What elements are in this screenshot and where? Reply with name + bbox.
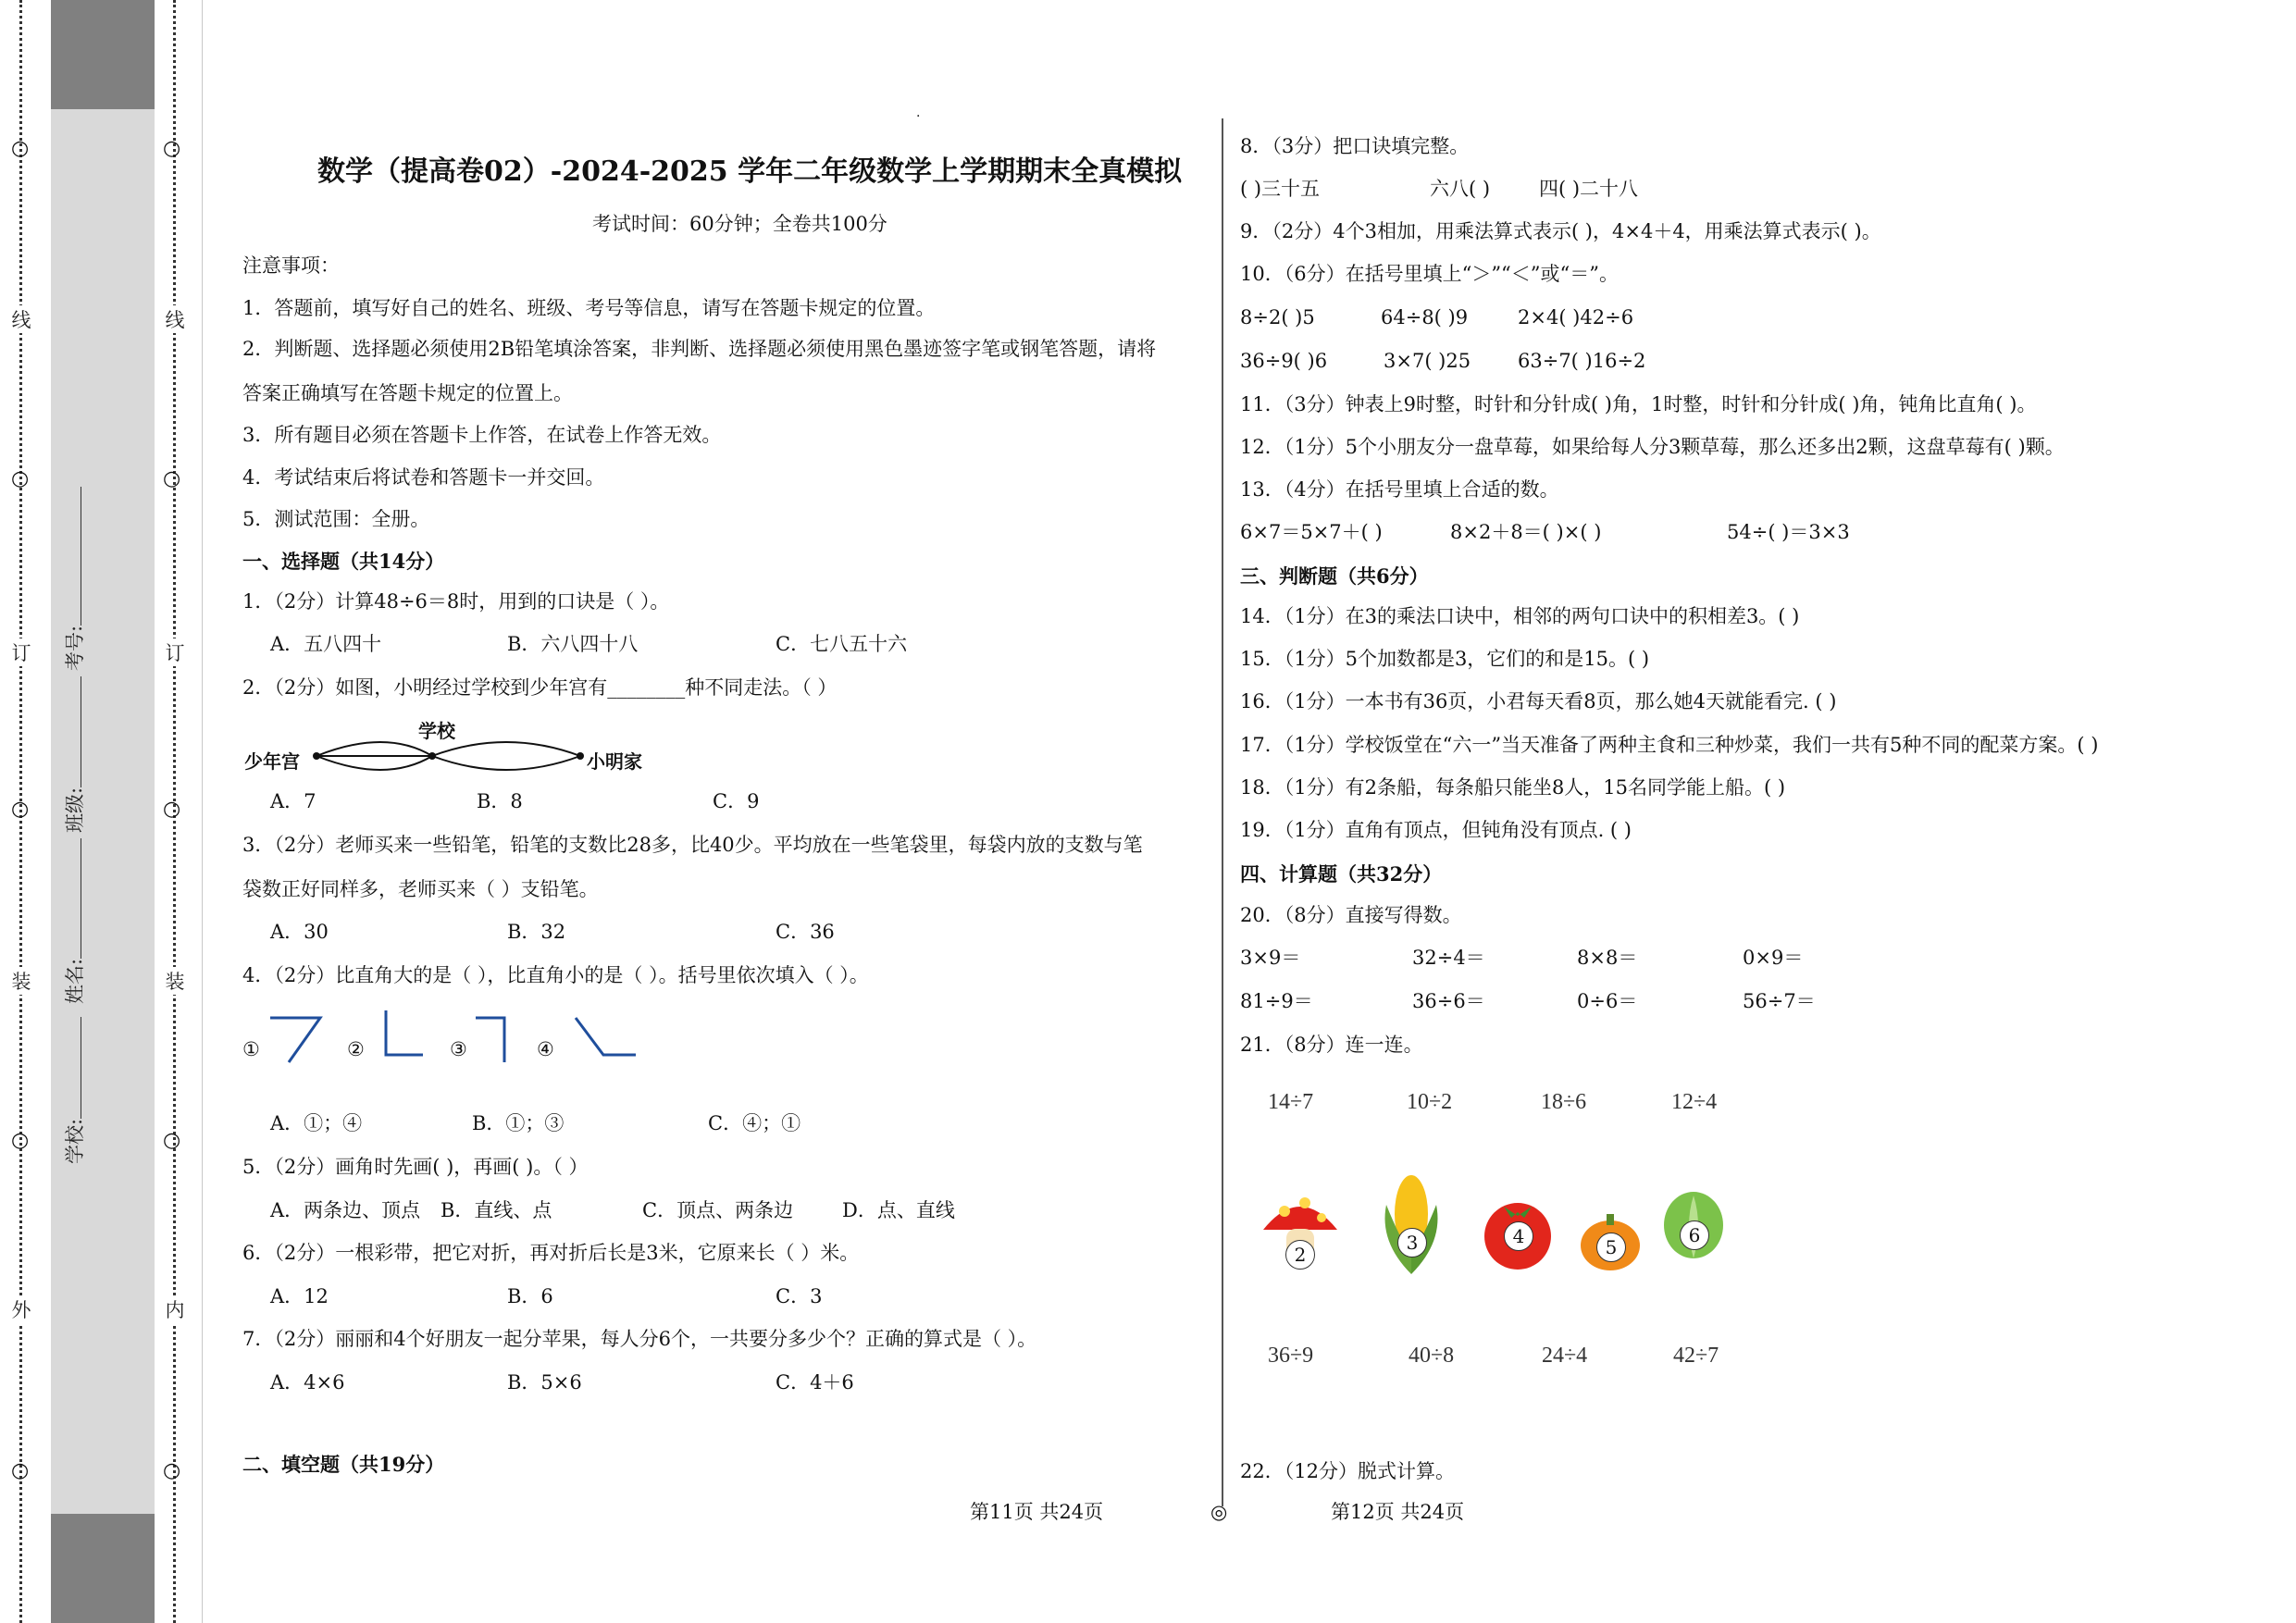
q15-text: 15．（1分）5个加数都是3，它们的和是15。( ) bbox=[1240, 648, 1650, 670]
outer-char-xian: 线 bbox=[7, 305, 35, 333]
q10-text: 10．（6分）在括号里填上“＞”“＜”或“＝”。 bbox=[1240, 263, 1619, 285]
q21-top-4: 12÷4 bbox=[1671, 1090, 1718, 1114]
page-left-border bbox=[202, 0, 203, 1623]
q18-text: 18．（1分）有2条船，每条船只能坐8人，15名同学能上船。( ) bbox=[1240, 776, 1786, 799]
q5-option-d: D．点、直线 bbox=[842, 1199, 955, 1221]
q3-option-b: B．32 bbox=[507, 921, 566, 943]
inner-char-nei: 内 bbox=[161, 1295, 189, 1323]
q8-text: 8．（3分）把口诀填完整。 bbox=[1240, 135, 1470, 157]
note-3: 3．所有题目必须在答题卡上作答，在试卷上作答无效。 bbox=[242, 424, 722, 446]
notes-heading: 注意事项： bbox=[242, 254, 340, 277]
footer-left-page: 第11页 共24页 bbox=[970, 1501, 1104, 1523]
q21-pictures bbox=[1259, 1168, 1740, 1279]
exam-subtitle: 考试时间：60分钟；全卷共100分 bbox=[592, 213, 887, 235]
q6-option-b: B．6 bbox=[507, 1285, 553, 1307]
header-mark: · bbox=[916, 109, 921, 124]
inner-circle-1: ○ bbox=[163, 137, 181, 160]
field-class: 班级: bbox=[60, 676, 88, 833]
cabbage-number: 6 bbox=[1680, 1220, 1709, 1250]
inner-char-xian: 线 bbox=[161, 305, 189, 333]
inner-circle-4: ○ bbox=[163, 1129, 181, 1152]
q3-option-a: A．30 bbox=[270, 921, 329, 943]
q14-text: 14．（1分）在3的乘法口诀中，相邻的两句口诀中的积相差3。( ) bbox=[1240, 605, 1800, 627]
q10-r2-2: 3×7( )25 bbox=[1384, 350, 1471, 372]
q1-text: 1．（2分）计算48÷6＝8时，用到的口诀是（ ）。 bbox=[242, 590, 670, 613]
q20-r1-3: 8×8＝ bbox=[1577, 947, 1638, 969]
inner-circle-3: ○ bbox=[163, 798, 181, 821]
q13-r-1: 6×7＝5×7＋( ) bbox=[1240, 521, 1383, 543]
q20-r1-4: 0×9＝ bbox=[1743, 947, 1804, 969]
q4-label-1: ① bbox=[242, 1038, 260, 1060]
q2-option-a: A．7 bbox=[270, 790, 316, 812]
q1-option-a: A．五八四十 bbox=[270, 633, 382, 655]
q22-text: 22．（12分）脱式计算。 bbox=[1240, 1460, 1455, 1482]
q10-r2-1: 36÷9( )6 bbox=[1240, 350, 1328, 372]
q19-text: 19．（1分）直角有顶点，但钝角没有顶点. ( ) bbox=[1240, 819, 1632, 841]
outer-circle-1: ○ bbox=[11, 137, 30, 160]
q21-bottom-4: 42÷7 bbox=[1673, 1344, 1719, 1368]
q21-bottom-3: 24÷4 bbox=[1542, 1344, 1588, 1368]
q20-r2-4: 56÷7＝ bbox=[1743, 990, 1816, 1012]
q10-r1-3: 2×4( )42÷6 bbox=[1518, 306, 1634, 328]
q7-option-b: B．5×6 bbox=[507, 1371, 582, 1394]
q21-bottom-1: 36÷9 bbox=[1268, 1344, 1314, 1368]
q10-r1-1: 8÷2( )5 bbox=[1240, 306, 1315, 328]
q4-option-b: B．①；③ bbox=[472, 1112, 565, 1134]
q21-top-1: 14÷7 bbox=[1268, 1090, 1314, 1114]
section1-heading: 一、选择题（共14分） bbox=[242, 550, 445, 573]
q4-label-4: ④ bbox=[537, 1038, 554, 1060]
q6-option-a: A．12 bbox=[270, 1285, 329, 1307]
q20-r1-1: 3×9＝ bbox=[1240, 947, 1301, 969]
q6-text: 6．（2分）一根彩带，把它对折，再对折后长是3米，它原来长（ ）米。 bbox=[242, 1242, 860, 1264]
q4-option-a: A．①；④ bbox=[270, 1112, 363, 1134]
q21-bottom-2: 40÷8 bbox=[1409, 1344, 1455, 1368]
q21-top-2: 10÷2 bbox=[1407, 1090, 1453, 1114]
section2-heading: 二、填空题（共19分） bbox=[242, 1453, 445, 1476]
q13-r-2: 8×2＋8＝( )×( ) bbox=[1450, 521, 1602, 543]
q3-text-line1: 3．（2分）老师买来一些铅笔，铅笔的支数比28多，比40少。平均放在一些笔袋里，每袋内放的支数与笔 bbox=[242, 834, 1143, 856]
q7-text: 7．（2分）丽丽和4个好朋友一起分苹果，每人分6个，一共要分多少个？正确的算式是（ ）。 bbox=[242, 1328, 1037, 1350]
note-2: 2．判断题、选择题必须使用2B铅笔填涂答案，非判断、选择题必须使用黑色墨迹签字笔或钢笔答题，请将 bbox=[242, 338, 1157, 360]
field-exam-number: 考号: bbox=[60, 487, 88, 671]
tomato-number: 4 bbox=[1504, 1221, 1533, 1251]
q16-text: 16．（1分）一本书有36页，小君每天看8页，那么她4天就能看完. ( ) bbox=[1240, 690, 1837, 712]
q21-top-3: 18÷6 bbox=[1541, 1090, 1587, 1114]
q7-option-c: C．4＋6 bbox=[776, 1371, 854, 1394]
q10-r2-3: 63÷7( )16÷2 bbox=[1518, 350, 1646, 372]
q3-option-c: C．36 bbox=[776, 921, 835, 943]
q12-text: 12．（1分）5个小朋友分一盘草莓，如果给每人分3颗草莓，那么还多出2颗，这盘草莓有( )颗。 bbox=[1240, 436, 2065, 458]
footer-center-mark: ◎ bbox=[1210, 1501, 1228, 1523]
inner-char-ding: 订 bbox=[161, 638, 189, 666]
corn-icon bbox=[1370, 1168, 1453, 1279]
corn-number: 3 bbox=[1397, 1228, 1427, 1258]
q5-option-a: A．两条边、顶点 bbox=[270, 1199, 421, 1221]
inner-circle-5: ○ bbox=[163, 1459, 181, 1482]
q5-option-b: B．直线、点 bbox=[441, 1199, 552, 1221]
q2-route-figure bbox=[242, 714, 659, 779]
q5-option-c: C．顶点、两条边 bbox=[642, 1199, 794, 1221]
q4-angles-svg bbox=[242, 1007, 659, 1072]
q4-option-c: C．④；① bbox=[708, 1112, 801, 1134]
q1-option-b: B．六八四十八 bbox=[507, 633, 639, 655]
q2-routes-svg bbox=[242, 714, 659, 779]
q6-option-c: C．3 bbox=[776, 1285, 823, 1307]
outer-circle-5: ○ bbox=[11, 1459, 30, 1482]
q20-r2-2: 36÷6＝ bbox=[1412, 990, 1485, 1012]
pumpkin-number: 5 bbox=[1596, 1233, 1626, 1262]
q2-option-b: B．8 bbox=[477, 790, 523, 812]
q11-text: 11．（3分）钟表上9时整，时针和分针成( )角，1时整，时针和分针成( )角，钝角比直角( )。 bbox=[1240, 393, 2037, 415]
note-1: 1．答题前，填写好自己的姓名、班级、考号等信息，请写在答题卡规定的位置。 bbox=[242, 297, 936, 319]
q13-r-3: 54÷( )＝3×3 bbox=[1727, 521, 1850, 543]
footer-right-page: 第12页 共24页 bbox=[1331, 1501, 1465, 1523]
dark-block-bottom bbox=[51, 1514, 155, 1623]
note-4: 4．考试结束后将试卷和答题卡一并交回。 bbox=[242, 466, 605, 489]
outer-char-zhuang: 装 bbox=[7, 967, 35, 995]
q8-blank-3: 四( )二十八 bbox=[1539, 178, 1639, 200]
q4-label-3: ③ bbox=[450, 1038, 467, 1060]
q7-option-a: A．4×6 bbox=[270, 1371, 345, 1394]
q4-angles-figure bbox=[242, 1007, 659, 1072]
inner-char-zhuang: 装 bbox=[161, 967, 189, 995]
q3-text-line2: 袋数正好同样多，老师买来（ ）支铅笔。 bbox=[242, 878, 599, 900]
q5-text: 5．（2分）画角时先画( )，再画( )。（ ） bbox=[242, 1156, 589, 1178]
column-divider bbox=[1222, 118, 1223, 1506]
outer-char-ding: 订 bbox=[7, 638, 35, 666]
q1-option-c: C．七八五十六 bbox=[776, 633, 908, 655]
q20-r2-1: 81÷9＝ bbox=[1240, 990, 1313, 1012]
dark-block-top bbox=[51, 0, 155, 109]
field-name: 姓名: bbox=[60, 838, 88, 1004]
q2-label-school: 学校 bbox=[418, 720, 455, 742]
q13-text: 13．（4分）在括号里填上合适的数。 bbox=[1240, 478, 1559, 501]
q20-text: 20．（8分）直接写得数。 bbox=[1240, 904, 1462, 926]
page-title: 数学（提高卷02）-2024-2025 学年二年级数学上学期期末全真模拟 bbox=[317, 155, 1183, 188]
section4-heading: 四、计算题（共32分） bbox=[1240, 862, 1443, 886]
inner-circle-2: ○ bbox=[163, 467, 181, 490]
q20-r2-3: 0÷6＝ bbox=[1577, 990, 1638, 1012]
q9-text: 9．（2分）4个3相加，用乘法算式表示( )，4×4＋4，用乘法算式表示( )。 bbox=[1240, 220, 1881, 242]
q8-blank-1: ( )三十五 bbox=[1240, 178, 1321, 200]
q2-label-home: 小明家 bbox=[587, 750, 642, 773]
note-2-cont: 答案正确填写在答题卡规定的位置上。 bbox=[242, 382, 573, 404]
q2-text: 2．（2分）如图，小明经过学校到少年宫有________种不同走法。（ ） bbox=[242, 676, 838, 699]
outer-circle-2: ○ bbox=[11, 467, 30, 490]
note-5: 5．测试范围：全册。 bbox=[242, 508, 430, 530]
q2-option-c: C．9 bbox=[713, 790, 760, 812]
q21-text: 21．（8分）连一连。 bbox=[1240, 1034, 1423, 1056]
section3-heading: 三、判断题（共6分） bbox=[1240, 564, 1429, 588]
field-school: 学校: bbox=[60, 1017, 88, 1164]
q8-blank-2: 六八( ) bbox=[1430, 178, 1491, 200]
q20-r1-2: 32÷4＝ bbox=[1412, 947, 1485, 969]
outer-circle-3: ○ bbox=[11, 798, 30, 821]
q2-label-youth-palace: 少年宫 bbox=[244, 750, 300, 773]
outer-char-wai: 外 bbox=[7, 1295, 35, 1323]
q10-r1-2: 64÷8( )9 bbox=[1381, 306, 1469, 328]
q4-text: 4．（2分）比直角大的是（ ），比直角小的是（ ）。括号里依次填入（ ）。 bbox=[242, 964, 869, 986]
mushroom-number: 2 bbox=[1285, 1240, 1315, 1270]
q17-text: 17．（1分）学校饭堂在“六一”当天准备了两种主食和三种炒菜，我们一共有5种不同的配菜方案。( ) bbox=[1240, 734, 2099, 756]
q4-label-2: ② bbox=[347, 1038, 365, 1060]
outer-circle-4: ○ bbox=[11, 1129, 30, 1152]
